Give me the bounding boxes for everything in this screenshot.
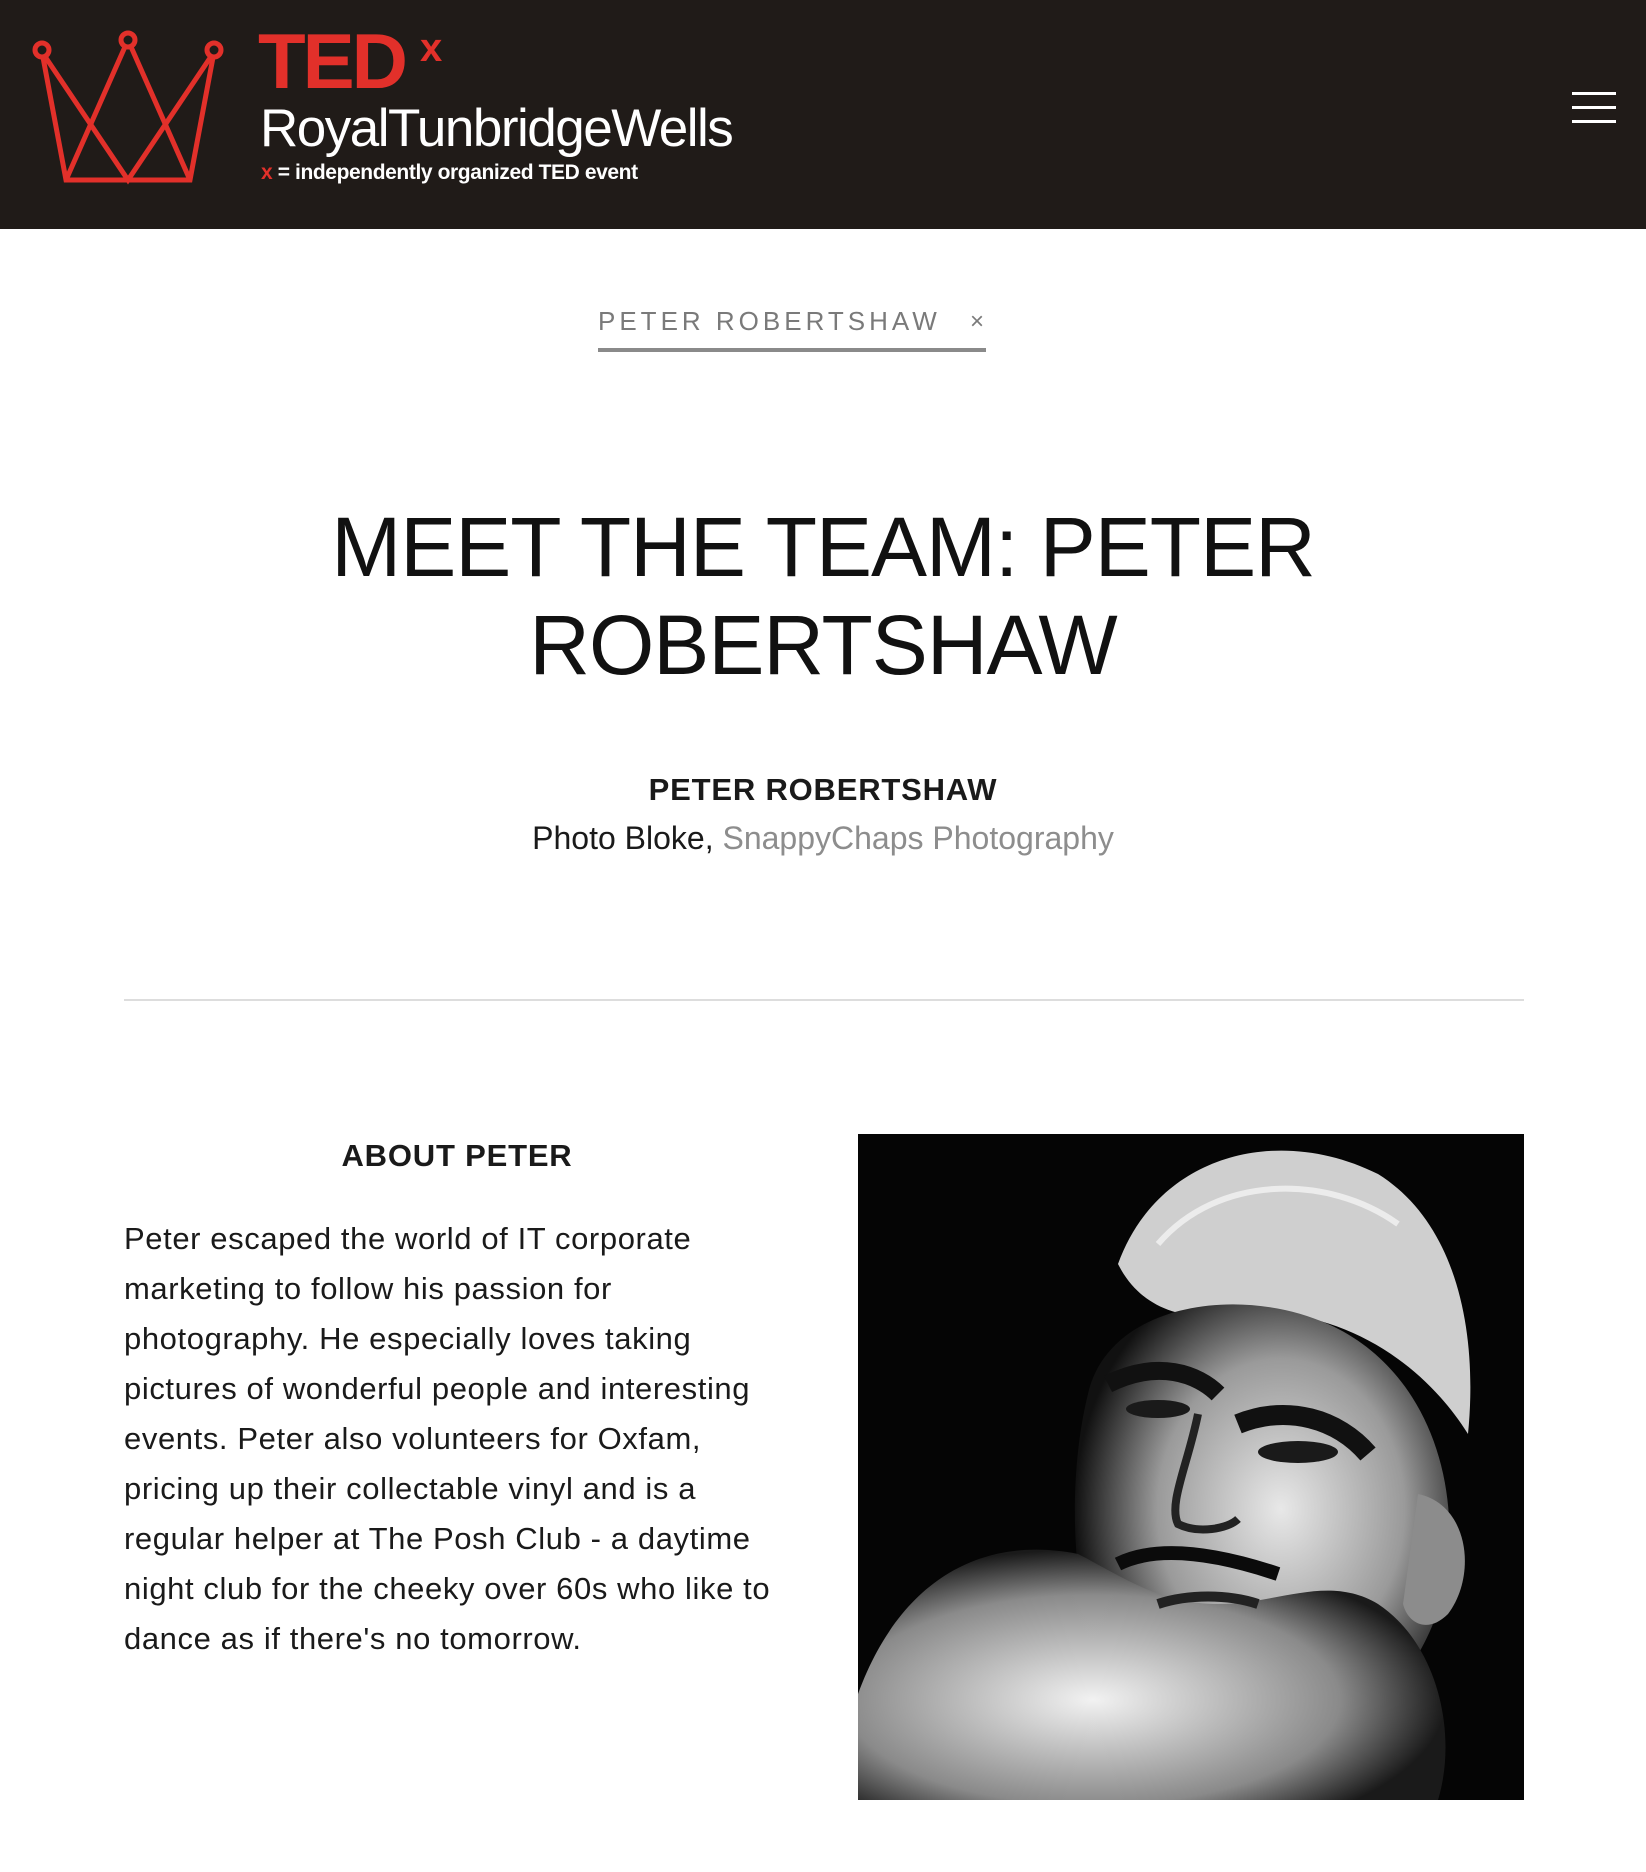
brand-ted: TED — [258, 17, 405, 105]
crown-logo-icon — [28, 30, 228, 190]
close-icon[interactable]: × — [969, 308, 984, 335]
site-header — [0, 0, 1646, 229]
menu-bar — [1572, 120, 1616, 123]
portrait-photo — [858, 1134, 1524, 1800]
brand-tagline — [261, 162, 638, 183]
menu-bar — [1572, 92, 1616, 95]
brand-city: RoyalTunbridgeWells — [260, 99, 733, 158]
active-filter-tag[interactable] — [598, 300, 986, 352]
tagline-x: x — [261, 161, 273, 184]
person-name: PETER ROBERTSHAW — [648, 772, 998, 807]
section-divider — [124, 999, 1524, 1001]
filter-tag-label: PETER ROBERTSHAW — [598, 306, 941, 336]
company-link[interactable]: SnappyChaps Photography — [722, 820, 1114, 856]
tagline-text: = independently organized TED event — [272, 161, 638, 184]
about-text: Peter escaped the world of IT corporate marketing to follow his passion for photography. He especially loves taking pictures of wonderful people and interesting events. Peter also volunteers for Oxfam, pricing up their collectable vinyl and is a regular helper at The Posh Club - a daytime night club for the cheeky over 60s who like to dance as if there's no tomorrow. — [124, 1221, 771, 1656]
hamburger-menu-icon[interactable] — [1572, 92, 1616, 128]
page-title: MEET THE TEAM: PETER ROBERTSHAW — [331, 500, 1315, 692]
person-role-title: Photo Bloke, — [532, 820, 723, 856]
brand-x: x — [420, 26, 443, 70]
portrait-illustration — [858, 1134, 1524, 1800]
menu-bar — [1572, 106, 1616, 109]
person-role — [0, 820, 1646, 857]
about-heading: ABOUT PETER — [341, 1138, 573, 1173]
